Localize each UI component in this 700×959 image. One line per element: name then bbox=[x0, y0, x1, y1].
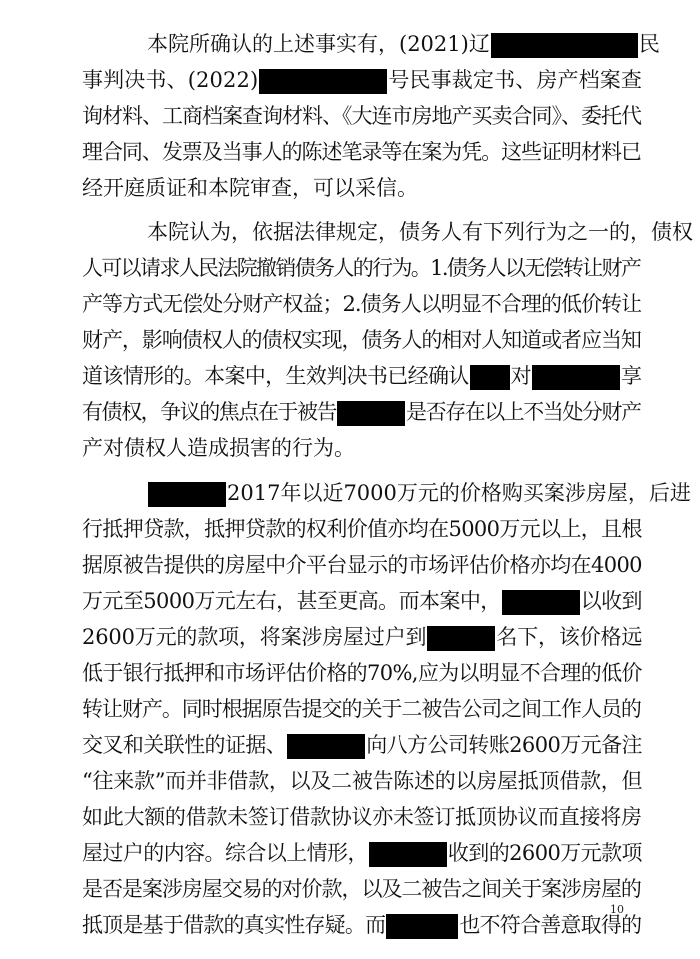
redaction-block bbox=[259, 69, 387, 94]
text-segment: 理合同、发票及当事人的陈述笔录等在案为凭。这些证明材料已 bbox=[82, 140, 641, 164]
text-line bbox=[147, 477, 691, 509]
text-line bbox=[82, 837, 642, 869]
redaction-block bbox=[386, 914, 458, 939]
text-line bbox=[82, 288, 641, 320]
text-segment: 有债权，争议的焦点在于被告 bbox=[82, 400, 337, 424]
redaction-block bbox=[287, 734, 365, 759]
text-line bbox=[82, 100, 641, 132]
text-line bbox=[82, 64, 642, 96]
text-segment: 万元至5000万元左右，甚至更高。而本案中， bbox=[82, 589, 501, 613]
text-segment: 也不符合善意取得的 bbox=[459, 913, 642, 937]
text-line bbox=[82, 360, 641, 392]
redaction-block bbox=[502, 590, 580, 615]
text-segment: 道该情形的。本案中，生效判决书已经确认 bbox=[82, 364, 469, 388]
text-line bbox=[82, 549, 642, 581]
redaction-block bbox=[427, 626, 495, 651]
text-segment: 产对债权人造成损害的行为。 bbox=[82, 436, 355, 460]
text-line bbox=[82, 909, 641, 941]
text-segment: 收到的2600万元款项 bbox=[447, 841, 642, 865]
text-line bbox=[82, 172, 418, 204]
text-line bbox=[82, 693, 641, 725]
text-line bbox=[82, 729, 642, 761]
text-segment: 2017年以近7000万元的价格购买案涉房屋，后进 bbox=[227, 481, 691, 505]
text-line bbox=[82, 585, 642, 617]
text-line bbox=[82, 432, 355, 464]
text-segment: “往来款”而并非借款，以及二被告陈述的以房屋抵顶借款，但 bbox=[82, 769, 643, 793]
text-segment: 本院所确认的上述事实有，(2021)辽 bbox=[147, 32, 490, 56]
text-segment: 向八方公司转账2600万元备注 bbox=[366, 733, 642, 757]
text-segment: 财产，影响债权人的债权实现，债务人的相对人知道或者应当知 bbox=[82, 328, 641, 352]
text-segment: 名下，该价格远 bbox=[496, 625, 643, 649]
text-segment: 事判决书、(2022) bbox=[82, 68, 259, 92]
text-line bbox=[82, 513, 642, 545]
page-number: 10 bbox=[610, 903, 624, 916]
text-line bbox=[82, 873, 641, 905]
text-line bbox=[82, 657, 642, 689]
text-segment: 2600万元的款项，将案涉房屋过户到 bbox=[82, 625, 427, 649]
text-segment: 本院认为，依据法律规定，债务人有下列行为之一的，债权 bbox=[147, 220, 693, 244]
text-line bbox=[82, 136, 641, 168]
text-line bbox=[82, 396, 641, 428]
text-segment: 屋过户的内容。综合以上情形， bbox=[82, 841, 368, 865]
text-segment: 人可以请求人民法院撤销债务人的行为。1.债务人以无偿转让财产 bbox=[82, 256, 641, 280]
text-segment: 对 bbox=[510, 364, 532, 388]
redaction-block bbox=[470, 365, 510, 390]
text-line bbox=[147, 28, 660, 60]
text-segment: 转让财产。同时根据原告提交的关于二被告公司之间工作人员的 bbox=[82, 697, 641, 721]
text-segment: 是否是案涉房屋交易的对价款，以及二被告之间关于案涉房屋的 bbox=[82, 877, 641, 901]
text-segment: 询材料、工商档案查询材料、《大连市房地产买卖合同》、委托代 bbox=[82, 104, 641, 128]
text-segment: 抵顶是基于借款的真实性存疑。而 bbox=[82, 913, 386, 937]
text-segment: 交叉和关联性的证据、 bbox=[82, 733, 287, 757]
text-segment: 经开庭质证和本院审查，可以采信。 bbox=[82, 176, 418, 200]
text-line bbox=[82, 765, 642, 797]
text-segment: 低于银行抵押和市场评估价格的70%,应为以明显不合理的低价 bbox=[82, 661, 642, 685]
text-line bbox=[82, 621, 642, 653]
redaction-block bbox=[337, 401, 405, 426]
redaction-block bbox=[532, 365, 620, 390]
text-line bbox=[82, 252, 640, 284]
text-line bbox=[82, 801, 642, 833]
text-segment: 以收到 bbox=[580, 589, 642, 613]
text-segment: 行抵押贷款，抵押贷款的权利价值亦均在5000万元以上，且根 bbox=[82, 517, 642, 541]
text-segment: 是否存在以上不当处分财产 bbox=[406, 400, 641, 424]
text-segment: 如此大额的借款未签订借款协议亦未签订抵顶协议而直接将房 bbox=[82, 805, 642, 829]
text-segment: 民 bbox=[638, 32, 660, 56]
text-line bbox=[82, 324, 641, 356]
text-segment: 号民事裁定书、房产档案查 bbox=[388, 68, 643, 92]
text-segment: 据原被告提供的房屋中介平台显示的市场评估价格亦均在4000 bbox=[82, 553, 642, 577]
text-line bbox=[147, 216, 693, 248]
text-segment: 享 bbox=[621, 364, 642, 388]
redaction-block bbox=[491, 33, 638, 58]
redaction-block bbox=[369, 842, 447, 867]
text-segment: 产等方式无偿处分财产权益；2.债务人以明显不合理的低价转让 bbox=[82, 292, 642, 316]
redaction-block bbox=[148, 482, 226, 507]
